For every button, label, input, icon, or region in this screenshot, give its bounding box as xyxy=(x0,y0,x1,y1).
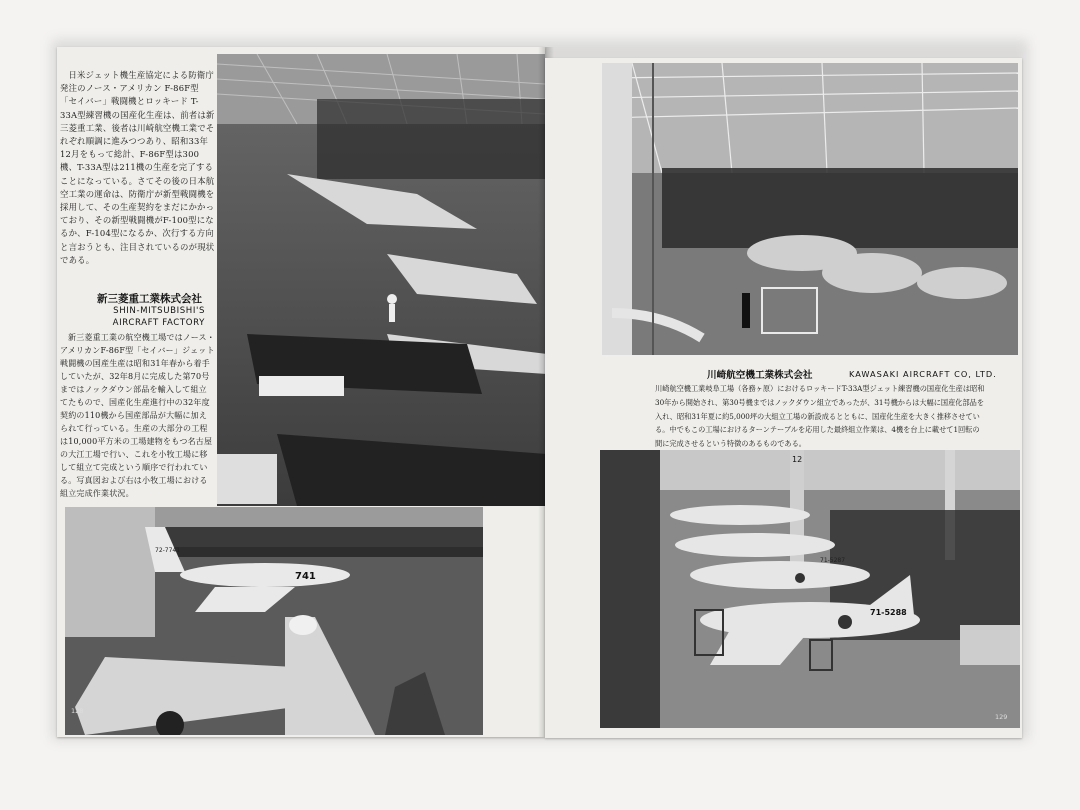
sabre-serial: 72-7741 xyxy=(155,547,181,554)
caption-heading-jp: 川崎航空機工業株式会社 xyxy=(707,370,813,381)
company-heading-en xyxy=(97,305,205,329)
company-text xyxy=(60,331,215,500)
sabre-number: 741 xyxy=(295,571,316,582)
left-page xyxy=(57,47,545,737)
intro-text xyxy=(60,69,215,267)
t33-marking-front: 71-5288 xyxy=(870,608,907,617)
company-heading-jp: 新三菱重工業株式会社 xyxy=(97,293,202,305)
intro-paragraph: 日米ジェット機生産協定による防衛庁発注のノース・アメリカン F-86F型「セイバー」戦闘機とロッキード T-33A型練習機の国産化生産は、前者は新三菱重工業、後者は川崎航空機工業でそれぞれ順調に進みつつあり、昭和33年12月をもって総計、F-86F型は300機、T-33A型は211機の生産を完了することになっている。さてその後の日本航空工業の運命は、防衛庁が新型戦闘機を採用して、その生産契約をまだにかかっており、その新型戦闘機がF-100型になるか、F-104型になるか、次行する方向と言おうとも、注目されているのが現状である。 xyxy=(60,70,215,265)
caption-body: 川崎航空機工業岐阜工場（各務ヶ原）におけるロッキードT-33A型ジェット練習機の国産化生産は昭和30年から開始され、第30号機まではノックダウン組立であったが、31号機からは大幅に国産化部品を入れ、昭和31年夏に約5,000坪の大組立工場の新設成るとともに、国産化生産を大きく推移させている。中でもこの工場におけるターンテーブルを応用した最終組立作業は、4機を台上に載せて1回転の間に完成させるという特徴のあるものである。 xyxy=(655,384,985,449)
company-en-line1: SHIN-MITSUBISHI'S xyxy=(113,306,205,316)
company-paragraph: 新三菱重工業の航空機工場ではノース・アメリカンF-86F型「セイバー」ジェット戦闘機の国産生産は昭和31年春から着手していたが、32年8月に完成した第70号まではノックダウン部品を輸入して組立てたもので、国産化生産進行中の32年度契約の110機から国産部品が大幅に加えられて行っている。生産の大部分の工程は10,000平方米の工場建物をもつ名古屋の大江工場で行い、これを小牧工場に移して組立て完成という順序で行われている。写真図および右は小牧工場における組立完成作業状況。 xyxy=(60,333,215,498)
photo-kawasaki-hangar xyxy=(602,63,1018,355)
photo-t33-assembly xyxy=(600,450,1020,728)
t33-marking-back: 71-5287 xyxy=(820,557,846,564)
hangar-number: 12 xyxy=(792,455,803,464)
left-page-number: 128 xyxy=(71,707,84,715)
caption-heading-en: KAWASAKI AIRCRAFT CO, LTD. xyxy=(849,369,997,379)
photo-mitsubishi-hangar xyxy=(217,54,545,506)
company-en-line2: AIRCRAFT FACTORY xyxy=(112,318,205,328)
photo-sabre-jets xyxy=(65,507,483,735)
right-page-number: 129 xyxy=(995,713,1008,721)
right-page xyxy=(545,58,1022,738)
